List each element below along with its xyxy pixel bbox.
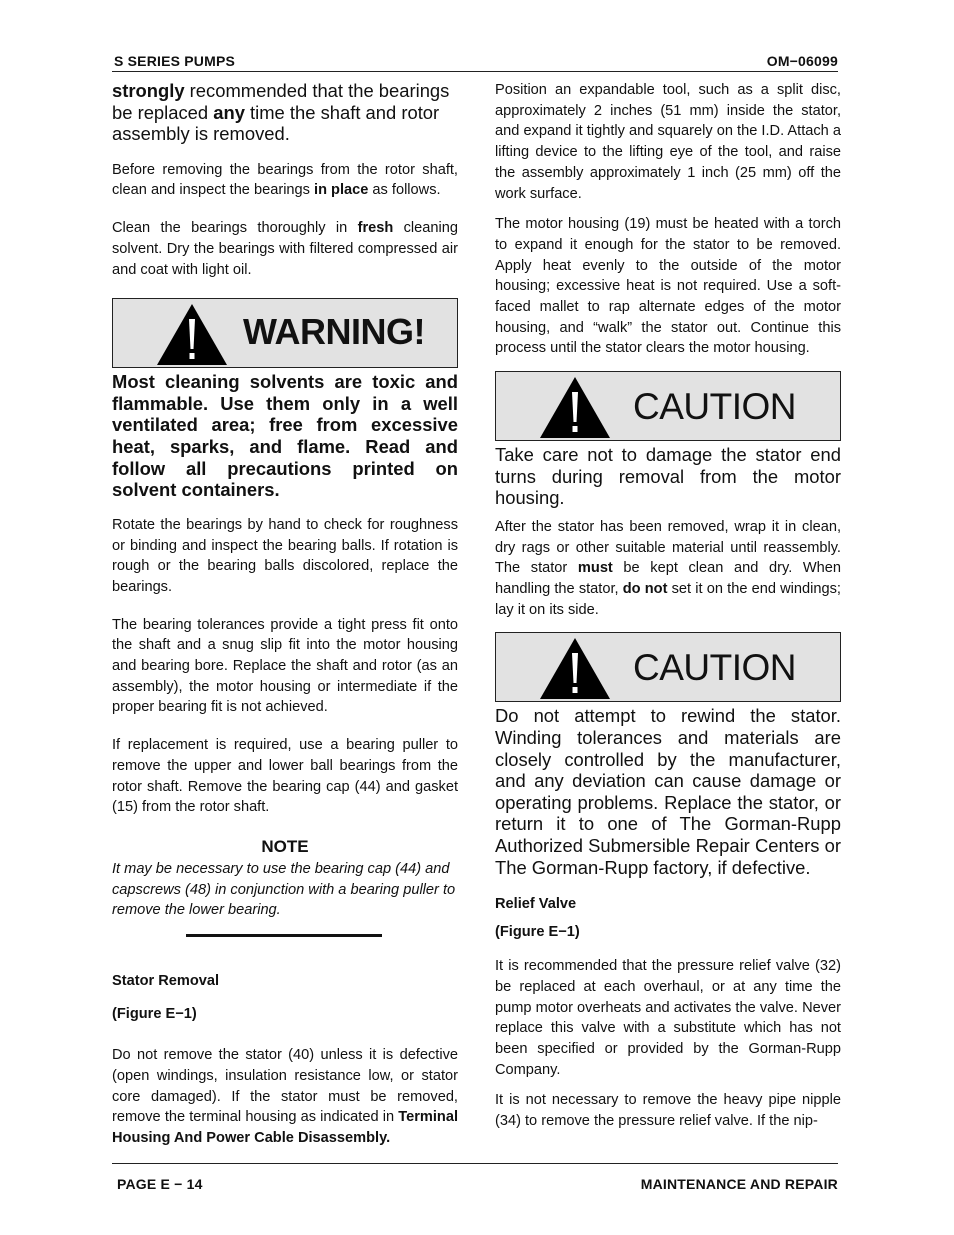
text-run: be kept clean and dry. When handling the stator, — [495, 560, 842, 598]
header-rule — [112, 71, 838, 72]
rotate-para: Rotate the bearings by hand to check for roughness or binding and inspect the bearing balls. If rotation is rough or the bearing balls discolored, replace the bearings. — [112, 516, 458, 595]
footer-rule — [112, 1163, 838, 1164]
tolerance-para: The bearing tolerances provide a tight press fit onto the shaft and a snug slip fit into the motor housing and bearing bore. Replace the shaft and rotor (as an assembly), the motor housing or intermediate if the proper bearing fit is not achieved. — [112, 616, 458, 716]
pipe-nipple-para: It is not necessary to remove the heavy pipe nipple (34) to remove the pressure relief valve. If the nip- — [495, 1092, 841, 1130]
text-run: Do not remove the stator (40) unless it is defective (open windings, insulation resistance low, or stator core damaged). If the stator must be removed, remove the terminal housing as indicated in — [112, 1047, 458, 1126]
relief-valve-heading: Relief Valve — [495, 896, 577, 913]
caution-label-1: CAUTION — [633, 386, 796, 428]
right-column — [495, 80, 841, 1132]
cross-reference: Terminal Housing And Power Cable Disassembly. — [112, 1109, 458, 1146]
warning-triangle-icon — [155, 302, 229, 366]
warning-text: Most cleaning solvents are toxic and flammable. Use them only in a well ventilated area; free from excessive heat, sparks, and flame. Read and follow all precautions printed on solvent containers. — [112, 371, 458, 501]
text-run: recommended that the bearings be replaced — [112, 80, 450, 123]
caution-banner-2 — [495, 632, 841, 702]
emphasis-strongly: strongly — [112, 80, 185, 101]
caution-label-2: CAUTION — [633, 647, 796, 689]
relief-figure-ref: (Figure E−1) — [495, 924, 580, 941]
bearing-replace-para — [112, 80, 458, 145]
text-run: as follows. — [368, 182, 441, 199]
stator-figure-ref: (Figure E−1) — [112, 1006, 197, 1023]
text-run: cleaning solvent. Dry the bearings with filtered compressed air and coat with light oil. — [112, 220, 458, 278]
header-title: S SERIES PUMPS — [114, 53, 236, 69]
emphasis-fresh: fresh — [357, 220, 394, 237]
wrap-stator-para — [495, 517, 841, 621]
note-divider — [186, 934, 382, 937]
caution-triangle-icon — [538, 375, 612, 439]
caution-triangle-icon — [538, 636, 612, 700]
header-doc-number: OM−06099 — [766, 53, 838, 69]
inspect-para — [112, 160, 458, 201]
heat-housing-para: The motor housing (19) must be heated with a torch to expand it enough for the stator to be removed. Apply heat evenly to the outside of the motor housing; excessive heat is not required. Use a soft-faced mallet to rap alternate edges of the motor housing, and “walk” the stator out. Continue this process until the stator clears the motor housing. — [495, 216, 841, 357]
text-run: Before removing the bearings from the rotor shaft, clean and inspect the bearings — [112, 161, 458, 199]
note-heading: NOTE — [261, 837, 309, 856]
note-text: It may be necessary to use the bearing cap (44) and capscrews (48) in conjunction with a bearing puller to remove the lower bearing. — [112, 861, 456, 919]
clean-para — [112, 218, 458, 280]
stator-removal-heading: Stator Removal — [112, 973, 220, 990]
emphasis-any: any — [213, 101, 245, 123]
expand-tool-para: Position an expandable tool, such as a split disc, approximately 2 inches (51 mm) inside the stator, and expand it tightly and squarely on the I.D. Attach a lifting device to the lifting eye of the tool, and raise the assembly approximately 1 inch (25 mm) off the work surface. — [495, 82, 841, 202]
emphasis-must: must — [577, 560, 613, 577]
relief-valve-para: It is recommended that the pressure relief valve (32) be replaced at each overhaul, or at any time the pump motor overheats and activates the valve. Never replace this valve with a substitute which has not been specified or provided by the Gorman-Rupp Company. — [495, 958, 841, 1078]
warning-banner — [112, 298, 458, 368]
emphasis-do-not: do not — [622, 581, 668, 598]
text-run: Clean the bearings thoroughly in — [112, 220, 358, 237]
text-run: time the shaft and rotor assembly is removed. — [112, 101, 440, 145]
caution-text-2: Do not attempt to rewind the stator. Winding tolerances and materials are closely controlled by the manufacturer, and any deviation can cause damage or operating problems. Replace the stator, or return it to one of The Gorman-Rupp Authorized Submersible Repair Centers or The Gorman-Rupp factory, if defective. — [495, 705, 841, 878]
stator-para — [112, 1045, 458, 1149]
text-run: set it on the end windings; lay it on its side. — [495, 581, 841, 618]
puller-para: If replacement is required, use a bearing puller to remove the upper and lower ball bearings from the rotor shaft. Remove the bearing cap (44) and gasket (15) from the rotor shaft. — [112, 737, 458, 816]
text-run: After the stator has been removed, wrap it in clean, dry rags or other suitable material until reassembly. The stator — [495, 518, 841, 577]
emphasis-in-place: in place — [314, 182, 369, 199]
caution-banner-1 — [495, 371, 841, 441]
footer-section-title: MAINTENANCE AND REPAIR — [640, 1176, 838, 1192]
page-number: PAGE E − 14 — [117, 1176, 203, 1192]
left-column — [112, 80, 458, 1149]
caution-text-1: Take care not to damage the stator end turns during removal from the motor housing. — [495, 444, 841, 509]
warning-label: WARNING! — [243, 311, 425, 353]
